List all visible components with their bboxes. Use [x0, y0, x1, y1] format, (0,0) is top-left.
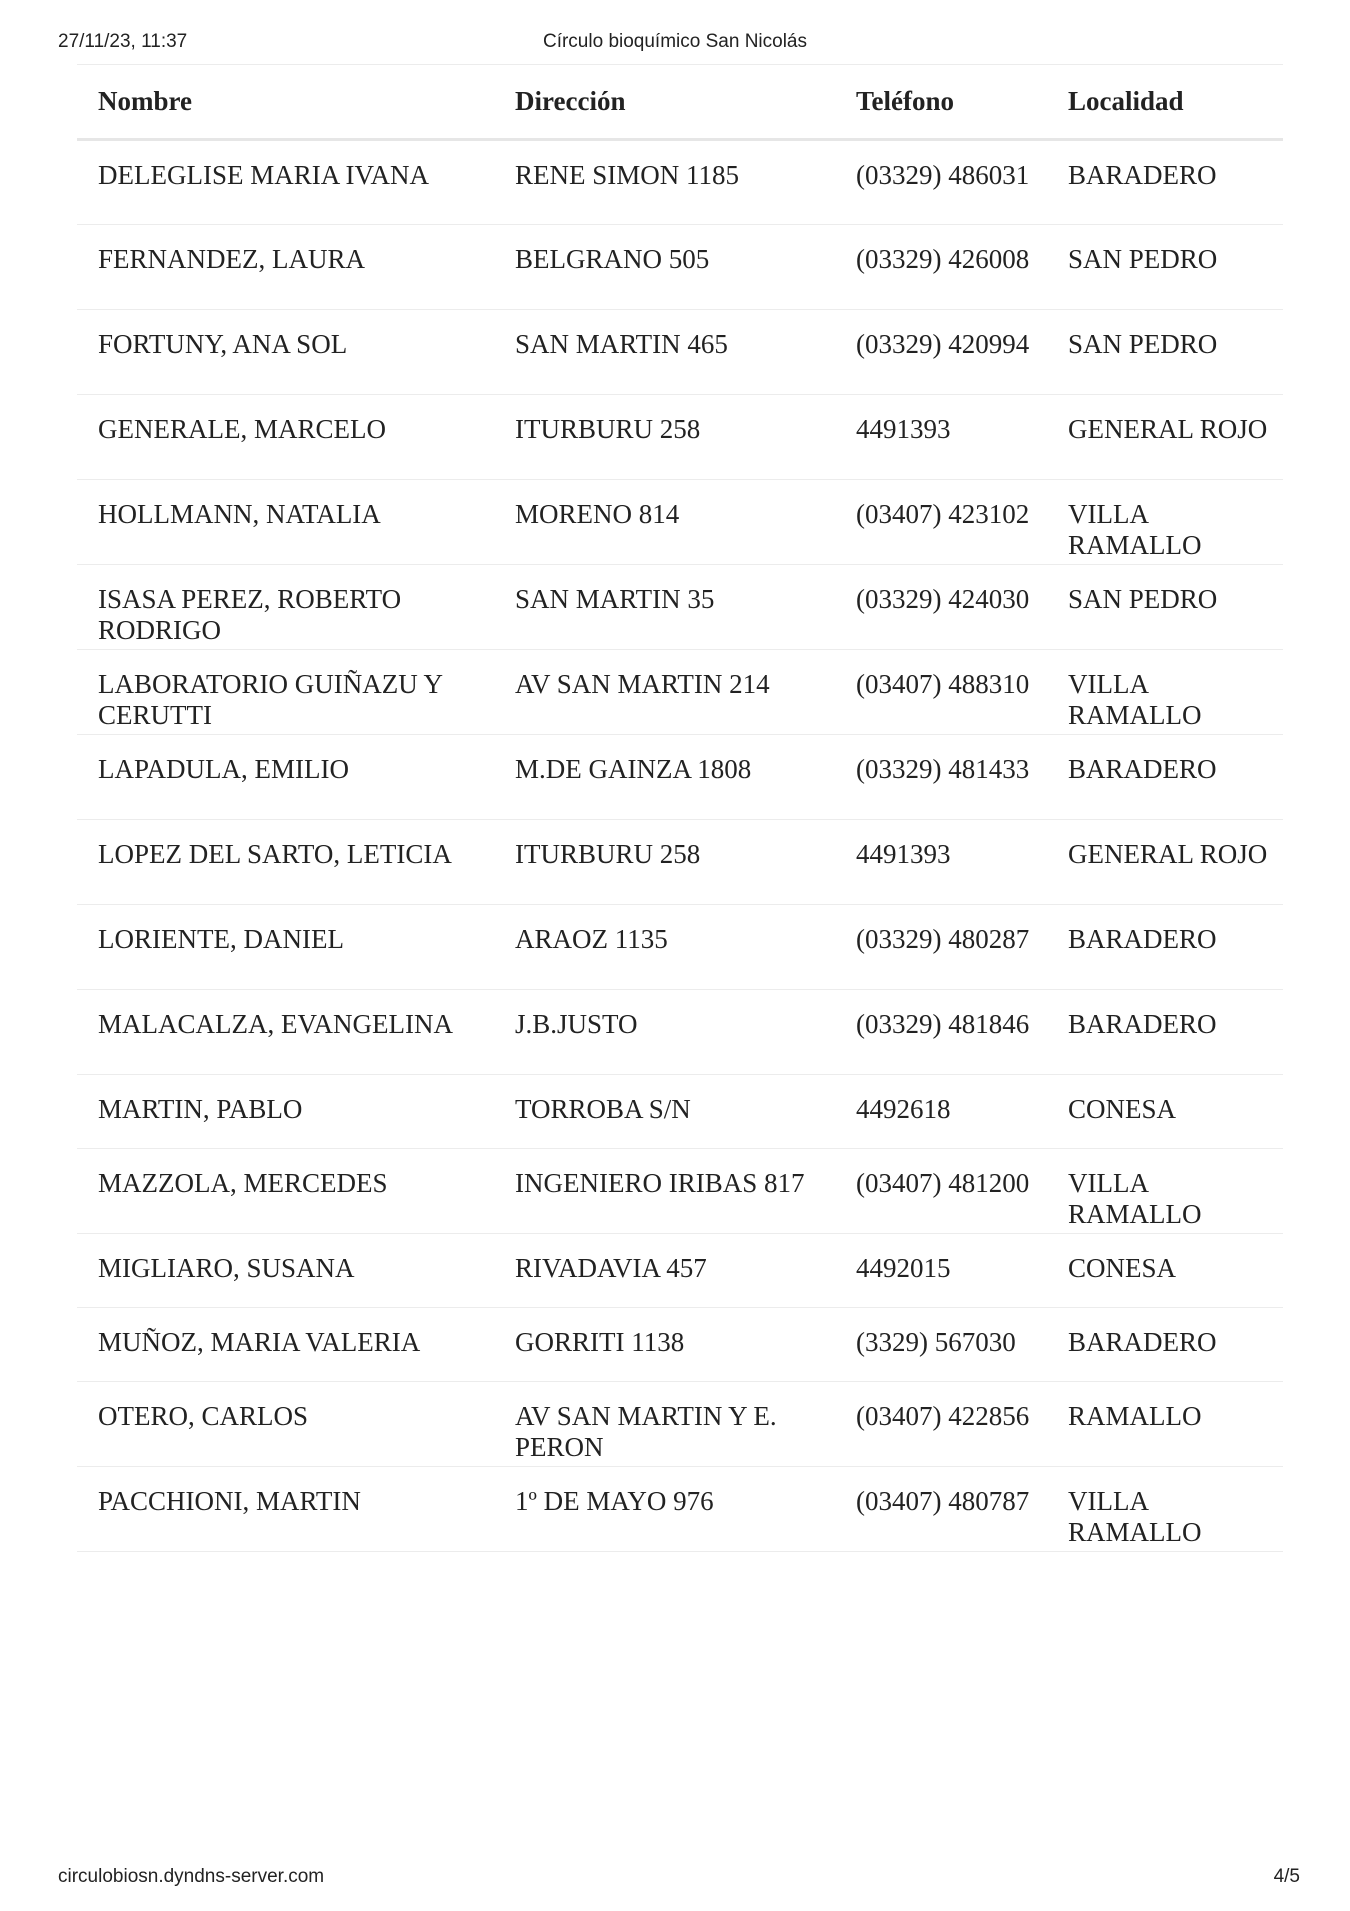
cell-localidad: RAMALLO: [1047, 1382, 1283, 1467]
cell-localidad: SAN PEDRO: [1047, 310, 1283, 395]
cell-localidad: CONESA: [1047, 1234, 1283, 1308]
cell-direccion: SAN MARTIN 35: [494, 565, 835, 650]
cell-telefono: 4491393: [835, 395, 1047, 480]
cell-localidad: VILLA RAMALLO: [1047, 1467, 1283, 1552]
cell-nombre: LABORATORIO GUIÑAZU Y CERUTTI: [77, 650, 494, 735]
table-row: [77, 820, 1283, 905]
cell-localidad: BARADERO: [1047, 990, 1283, 1075]
table-row: [77, 480, 1283, 565]
cell-direccion: M.DE GAINZA 1808: [494, 735, 835, 820]
cell-nombre: LAPADULA, EMILIO: [77, 735, 494, 820]
cell-nombre: MAZZOLA, MERCEDES: [77, 1149, 494, 1234]
cell-telefono: (03329) 481433: [835, 735, 1047, 820]
column-header-nombre: Nombre: [77, 65, 494, 140]
cell-telefono: (03407) 480787: [835, 1467, 1047, 1552]
cell-nombre: DELEGLISE MARIA IVANA: [77, 140, 494, 225]
cell-nombre: MUÑOZ, MARIA VALERIA: [77, 1308, 494, 1382]
cell-direccion: 1º DE MAYO 976: [494, 1467, 835, 1552]
cell-telefono: (03329) 424030: [835, 565, 1047, 650]
cell-nombre: FORTUNY, ANA SOL: [77, 310, 494, 395]
cell-localidad: GENERAL ROJO: [1047, 820, 1283, 905]
cell-direccion: BELGRANO 505: [494, 225, 835, 310]
table-row: [77, 1382, 1283, 1467]
table-row: [77, 395, 1283, 480]
table-row: [77, 225, 1283, 310]
table-row: [77, 1308, 1283, 1382]
cell-nombre: PACCHIONI, MARTIN: [77, 1467, 494, 1552]
cell-localidad: SAN PEDRO: [1047, 225, 1283, 310]
cell-telefono: (03329) 486031: [835, 140, 1047, 225]
cell-nombre: FERNANDEZ, LAURA: [77, 225, 494, 310]
table-row: [77, 990, 1283, 1075]
table-row: [77, 735, 1283, 820]
cell-nombre: MIGLIARO, SUSANA: [77, 1234, 494, 1308]
cell-telefono: 4492618: [835, 1075, 1047, 1149]
cell-localidad: BARADERO: [1047, 735, 1283, 820]
cell-direccion: RIVADAVIA 457: [494, 1234, 835, 1308]
directory-table: [77, 65, 1283, 1552]
cell-nombre: ISASA PEREZ, ROBERTO RODRIGO: [77, 565, 494, 650]
cell-direccion: AV SAN MARTIN 214: [494, 650, 835, 735]
print-datetime: 27/11/23, 11:37: [58, 31, 188, 52]
cell-direccion: ARAOZ 1135: [494, 905, 835, 990]
directory-table-container: [77, 64, 1283, 1552]
table-row: [77, 310, 1283, 395]
cell-telefono: (03329) 420994: [835, 310, 1047, 395]
cell-nombre: OTERO, CARLOS: [77, 1382, 494, 1467]
cell-direccion: ITURBURU 258: [494, 820, 835, 905]
cell-nombre: GENERALE, MARCELO: [77, 395, 494, 480]
cell-nombre: LORIENTE, DANIEL: [77, 905, 494, 990]
table-row: [77, 1467, 1283, 1552]
table-row: [77, 1075, 1283, 1149]
cell-direccion: SAN MARTIN 465: [494, 310, 835, 395]
column-header-telefono: Teléfono: [835, 65, 1047, 140]
cell-direccion: INGENIERO IRIBAS 817: [494, 1149, 835, 1234]
cell-localidad: SAN PEDRO: [1047, 565, 1283, 650]
cell-nombre: LOPEZ DEL SARTO, LETICIA: [77, 820, 494, 905]
table-row: [77, 140, 1283, 225]
cell-telefono: (03329) 481846: [835, 990, 1047, 1075]
cell-nombre: MARTIN, PABLO: [77, 1075, 494, 1149]
cell-telefono: 4492015: [835, 1234, 1047, 1308]
cell-telefono: 4491393: [835, 820, 1047, 905]
cell-direccion: RENE SIMON 1185: [494, 140, 835, 225]
print-url: circulobiosn.dyndns-server.com: [58, 1866, 325, 1887]
cell-direccion: MORENO 814: [494, 480, 835, 565]
cell-localidad: VILLA RAMALLO: [1047, 1149, 1283, 1234]
cell-telefono: (03407) 488310: [835, 650, 1047, 735]
print-page-number: 4/5: [1273, 1866, 1300, 1887]
cell-direccion: J.B.JUSTO: [494, 990, 835, 1075]
cell-direccion: GORRITI 1138: [494, 1308, 835, 1382]
column-header-localidad: Localidad: [1047, 65, 1283, 140]
cell-telefono: (03407) 481200: [835, 1149, 1047, 1234]
table-row: [77, 650, 1283, 735]
table-row: [77, 1149, 1283, 1234]
cell-direccion: TORROBA S/N: [494, 1075, 835, 1149]
table-row: [77, 905, 1283, 990]
cell-telefono: (03329) 480287: [835, 905, 1047, 990]
cell-localidad: BARADERO: [1047, 1308, 1283, 1382]
cell-localidad: VILLA RAMALLO: [1047, 480, 1283, 565]
cell-localidad: BARADERO: [1047, 905, 1283, 990]
cell-telefono: (03407) 423102: [835, 480, 1047, 565]
cell-telefono: (03329) 426008: [835, 225, 1047, 310]
cell-nombre: HOLLMANN, NATALIA: [77, 480, 494, 565]
cell-localidad: BARADERO: [1047, 140, 1283, 225]
cell-localidad: CONESA: [1047, 1075, 1283, 1149]
cell-telefono: (3329) 567030: [835, 1308, 1047, 1382]
cell-direccion: ITURBURU 258: [494, 395, 835, 480]
column-header-direccion: Dirección: [494, 65, 835, 140]
table-header-row: [77, 65, 1283, 140]
table-row: [77, 565, 1283, 650]
cell-telefono: (03407) 422856: [835, 1382, 1047, 1467]
table-row: [77, 1234, 1283, 1308]
cell-direccion: AV SAN MARTIN Y E. PERON: [494, 1382, 835, 1467]
table-body: [77, 140, 1283, 1552]
cell-localidad: GENERAL ROJO: [1047, 395, 1283, 480]
cell-localidad: VILLA RAMALLO: [1047, 650, 1283, 735]
print-page-title: Círculo bioquímico San Nicolás: [542, 31, 807, 52]
cell-nombre: MALACALZA, EVANGELINA: [77, 990, 494, 1075]
